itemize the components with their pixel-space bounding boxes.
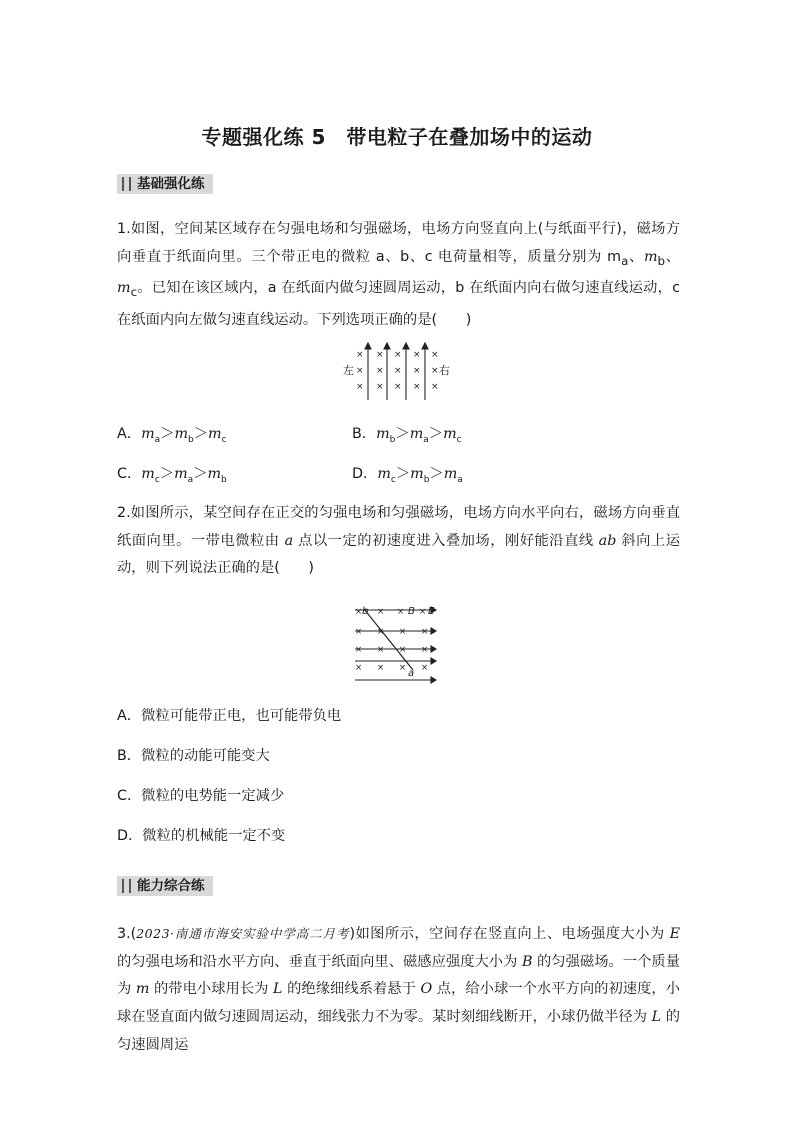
cross-mark: × [355,663,363,673]
q1-option-b[interactable]: B．$m_b>m_a>m_c$ [352,426,462,445]
cross-mark: × [399,645,407,655]
arrow-head [431,677,436,683]
cross-mark: × [356,366,364,376]
arrow-head [431,628,436,634]
arrow-head [431,658,436,664]
arrow-head [431,646,436,652]
cross-mark: × [394,350,402,360]
section-title: 能力综合练 [137,878,205,894]
right-label: 右 [439,364,450,377]
arrow-head [365,343,371,349]
section-marker-icon [122,177,131,191]
section-header-comprehensive [117,876,213,896]
cross-mark: × [431,350,439,360]
cross-mark: × [376,350,384,360]
question-2-stem: 2.如图所示，某空间存在正交的匀强电场和匀强磁场，电场方向水平向右，磁场方向垂直纸面向里。一带电微粒由 a 点以一定的初速度进入叠加场，刚好能沿直线 ab 斜向上运动，则下列说法正确的是( ) [117,505,681,577]
q1-option-c[interactable]: C．$m_c>m_a>m_b$ [117,466,227,485]
section-marker-icon [122,879,131,893]
cross-mark: × [394,382,402,392]
left-label: 左 [343,364,354,377]
cross-mark: × [421,645,429,655]
q2-option-c[interactable]: C．微粒的电势能一定减少 [117,788,285,804]
question-2-figure [352,600,447,686]
cross-mark: × [397,607,405,617]
section-header-basic [117,174,213,194]
cross-mark: × [394,366,402,376]
q2-option-b[interactable]: B．微粒的动能可能变大 [117,748,270,764]
question-3-stem: 3.(2023·南通市海安实验中学高二月考)如图所示，空间存在竖直向上、电场强度大小为 E 的匀强电场和沿水平方向、垂直于纸面向里、磁感应强度大小为 B 的匀强磁场。一个质量为 m 的带电小球用长为 L 的绝缘细线系着悬于 O 点，给小球一个水平方向的初速度，小球在竖直面内做匀速圆周运动，细线张力不为零。某时刻细线断开，小球仍做半径为 L 的匀速圆周运 [117,926,681,1053]
arrow-head [384,343,390,349]
point-a-label: a [408,668,415,679]
question-source: 2023·南通市海安实验中学高二月考 [136,926,350,941]
cross-mark: × [355,627,363,637]
q1-option-a[interactable]: A．$m_a>m_b>m_c$ [117,426,227,445]
cross-mark: × [399,663,407,673]
cross-mark: × [399,627,407,637]
cross-mark: × [421,627,429,637]
cross-mark: × [421,663,429,673]
cross-mark: × [431,382,439,392]
cross-mark: × [377,645,385,655]
cross-mark: × [413,350,421,360]
cross-mark: × [355,607,363,617]
section-title: 基础强化练 [137,176,205,192]
cross-mark: × [377,607,385,617]
b-field-label: B [408,606,415,617]
cross-mark: × [376,382,384,392]
arrow-head [422,343,428,349]
cross-mark: × [413,382,421,392]
cross-mark: × [377,663,385,673]
q2-option-a[interactable]: A．微粒可能带正电，也可能带负电 [117,708,342,724]
cross-mark: × [413,366,421,376]
page-title: 专题强化练 5 带电粒子在叠加场中的运动 [201,125,593,149]
cross-mark: × [431,366,439,376]
q1-option-d[interactable]: D．$m_c>m_b>m_a$ [352,466,463,485]
arrow-head [403,343,409,349]
question-1-stem: 1.如图，空间某区域存在匀强电场和匀强磁场，电场方向竖直向上(与纸面平行)，磁场方向垂直于纸面向里。三个带正电的微粒 a、b、c 电荷量相等，质量分别为 $m_a$、$m_b$、$m_c$。已知在该区域内，a 在纸面内做匀速圆周运动，b 在纸面内向右做匀速直线运动，c 在纸面内向左做匀速直线运动。下列选项正确的是( ) [117,221,681,328]
cross-mark: × [377,627,385,637]
cross-mark: × [376,366,384,376]
point-b-label: b [362,606,369,617]
cross-mark: × [356,382,364,392]
e-field-label: E [428,606,435,617]
q2-option-d[interactable]: D．微粒的机械能一定不变 [117,828,286,844]
cross-mark: × [355,645,363,655]
question-1-figure [338,340,458,402]
cross-mark: × [356,350,364,360]
cross-mark: × [419,607,427,617]
